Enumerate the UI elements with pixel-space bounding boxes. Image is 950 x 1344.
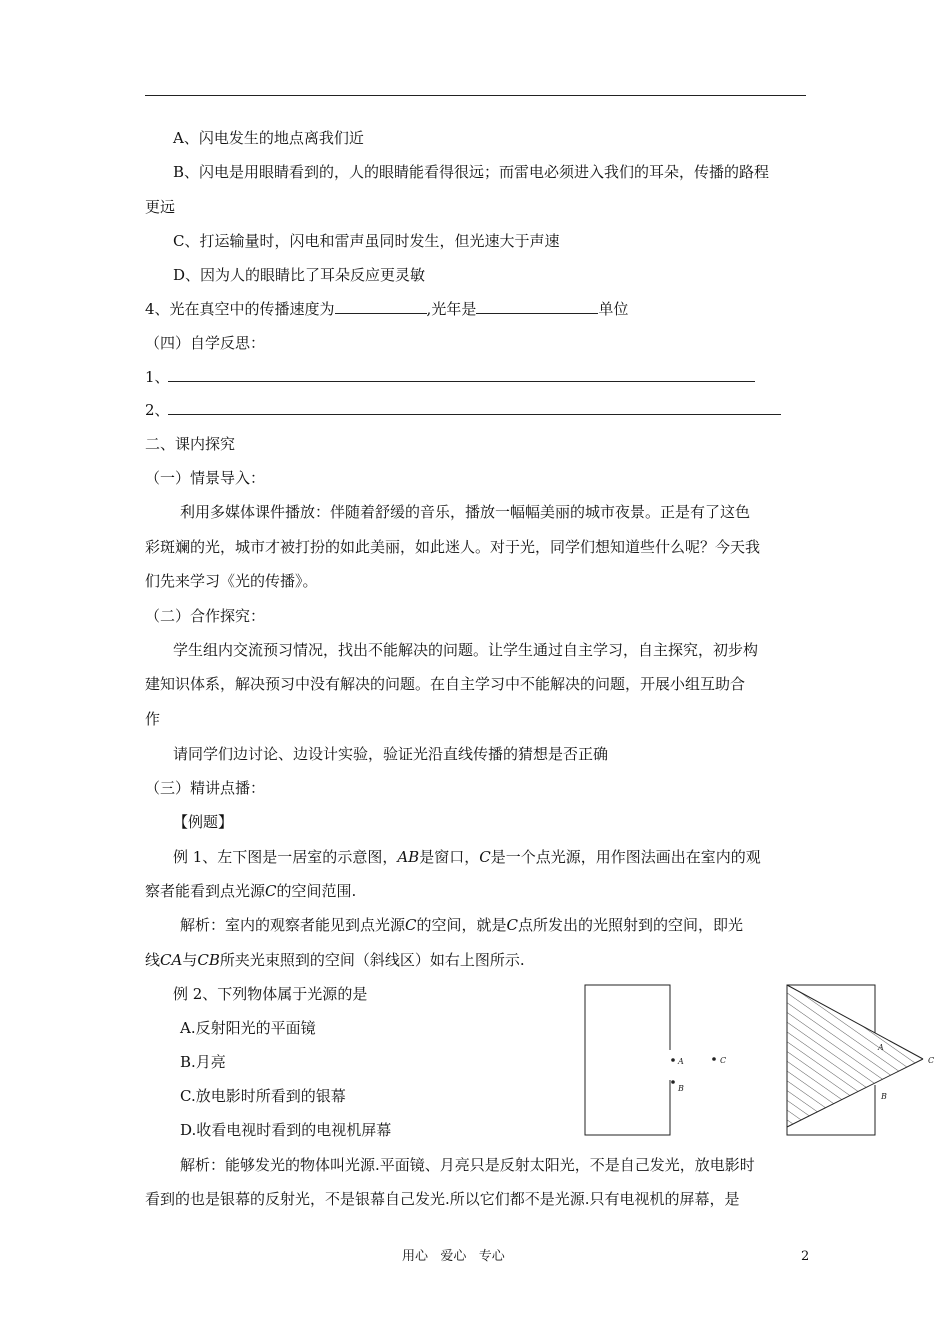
heading-cooperation: （二）合作探究： <box>145 607 266 625</box>
point-b <box>671 1080 675 1084</box>
heading-scenario: （一）情景导入： <box>145 469 266 487</box>
heading-reflection: （四）自学反思： <box>145 334 266 352</box>
reflection-2-label: 2、 <box>145 401 170 419</box>
question-4-text-b: ,光年是 <box>426 300 477 318</box>
example-heading: 【例题】 <box>173 813 234 831</box>
reflection-1-label: 1、 <box>145 368 170 386</box>
option-b-line2: 更远 <box>145 198 176 216</box>
an1-var-cb: CB <box>197 951 220 969</box>
reflection-2-blank[interactable] <box>168 414 781 415</box>
ex1-text: 察者能看到点光源 <box>145 882 266 900</box>
analysis-2-line1: 解析：能够发光的物体叫光源.平面镜、月亮只是反射太阳光，不是自己发光，放电影时 <box>180 1156 755 1174</box>
paragraph-2-line2: 建知识体系，解决预习中没有解决的问题。在自主学习中不能解决的问题，开展小组互助合 <box>145 675 746 693</box>
an1-text: 与 <box>182 951 198 969</box>
option-d: D、因为人的眼睛比了耳朵反应更灵敏 <box>173 266 426 284</box>
ex1-var-c: C <box>265 882 277 900</box>
example-2-option-c: C.放电影时所看到的银幕 <box>180 1087 346 1105</box>
room-diagram-hatched <box>775 975 945 1145</box>
ex1-text: 是窗口， <box>419 848 480 866</box>
paragraph-1-line2: 彩斑斓的光，城市才被打扮的如此美丽，如此迷人。对于光，同学们想知道些什么呢？今天我 <box>145 538 761 556</box>
an1-text: 的空间，就是 <box>416 916 507 934</box>
analysis-2-line2: 看到的也是银幕的反射光，不是银幕自己发光.所以它们都不是光源.只有电视机的屏幕，是 <box>145 1190 740 1208</box>
room-diagram <box>575 975 755 1145</box>
ex1-text: 是一个点光源，用作图法画出在室内的观 <box>490 848 761 866</box>
hatched-region <box>787 985 923 1127</box>
paragraph-2-line3: 作 <box>145 710 161 728</box>
label-c: C <box>720 1056 727 1065</box>
label-b: B <box>678 1084 684 1093</box>
heading-explanation: （三）精讲点播： <box>145 779 266 797</box>
question-4 <box>145 299 628 319</box>
point-a <box>671 1058 675 1062</box>
label-c: C <box>928 1056 935 1065</box>
blank-speed[interactable] <box>335 299 427 314</box>
point-c <box>712 1057 716 1061</box>
analysis-1-line2 <box>145 950 525 970</box>
an1-text: 所夹光束照到的空间（斜线区）如右上图所示. <box>219 951 525 969</box>
footer-motto: 用心 爱心 专心 <box>402 1249 505 1264</box>
an1-text: 线 <box>145 951 161 969</box>
option-c: C、打运输量时，闪电和雷声虽同时发生，但光速大于声速 <box>173 232 560 250</box>
header-rule <box>145 95 806 96</box>
section-2-heading: 二、课内探究 <box>145 435 236 453</box>
label-b: B <box>881 1092 887 1101</box>
example-1-line1 <box>173 847 761 867</box>
page-number: 2 <box>801 1249 810 1264</box>
option-a: A、闪电发生的地点离我们近 <box>173 129 364 147</box>
example-1-line2 <box>145 881 356 901</box>
example-2-option-b: B.月亮 <box>180 1053 226 1071</box>
example-2-question: 例 2、下列物体属于光源的是 <box>173 985 368 1003</box>
ex1-var-c: C <box>479 848 491 866</box>
example-2-option-a: A.反射阳光的平面镜 <box>180 1019 316 1037</box>
an1-var-ca: CA <box>160 951 183 969</box>
ex1-text: 的空间范围. <box>276 882 357 900</box>
paragraph-1-line3: 们先来学习《光的传播》。 <box>145 572 318 590</box>
paragraph-3: 请同学们边讨论、边设计实验，验证光沿直线传播的猜想是否正确 <box>173 745 609 763</box>
ex1-var-ab: AB <box>397 848 420 866</box>
paragraph-2-line1: 学生组内交流预习情况，找出不能解决的问题。让学生通过自主学习，自主探究，初步构 <box>173 641 759 659</box>
an1-text: 解析：室内的观察者能见到点光源 <box>180 916 406 934</box>
question-4-text-a: 4、光在真空中的传播速度为 <box>145 300 335 318</box>
blank-lightyear[interactable] <box>476 299 598 314</box>
example-2-option-d: D.收看电视时看到的电视机屏幕 <box>180 1121 392 1139</box>
an1-var-c: C <box>405 916 417 934</box>
ex1-text: 例 1、左下图是一居室的示意图， <box>173 848 398 866</box>
option-b-line1: B、闪电是用眼睛看到的，人的眼睛能看得很远；而雷电必须进入我们的耳朵，传播的路程 <box>173 163 770 181</box>
an1-var-c: C <box>506 916 518 934</box>
label-a: A <box>878 1043 884 1052</box>
label-a: A <box>678 1057 684 1066</box>
analysis-1-line1 <box>180 915 743 935</box>
an1-text: 点所发出的光照射到的空间，即光 <box>518 916 744 934</box>
paragraph-1-line1: 利用多媒体课件播放：伴随着舒缓的音乐，播放一幅幅美丽的城市夜景。正是有了这色 <box>180 503 751 521</box>
room-walls <box>585 985 670 1135</box>
question-4-text-c: 单位 <box>598 300 629 318</box>
reflection-1-blank[interactable] <box>168 381 755 382</box>
